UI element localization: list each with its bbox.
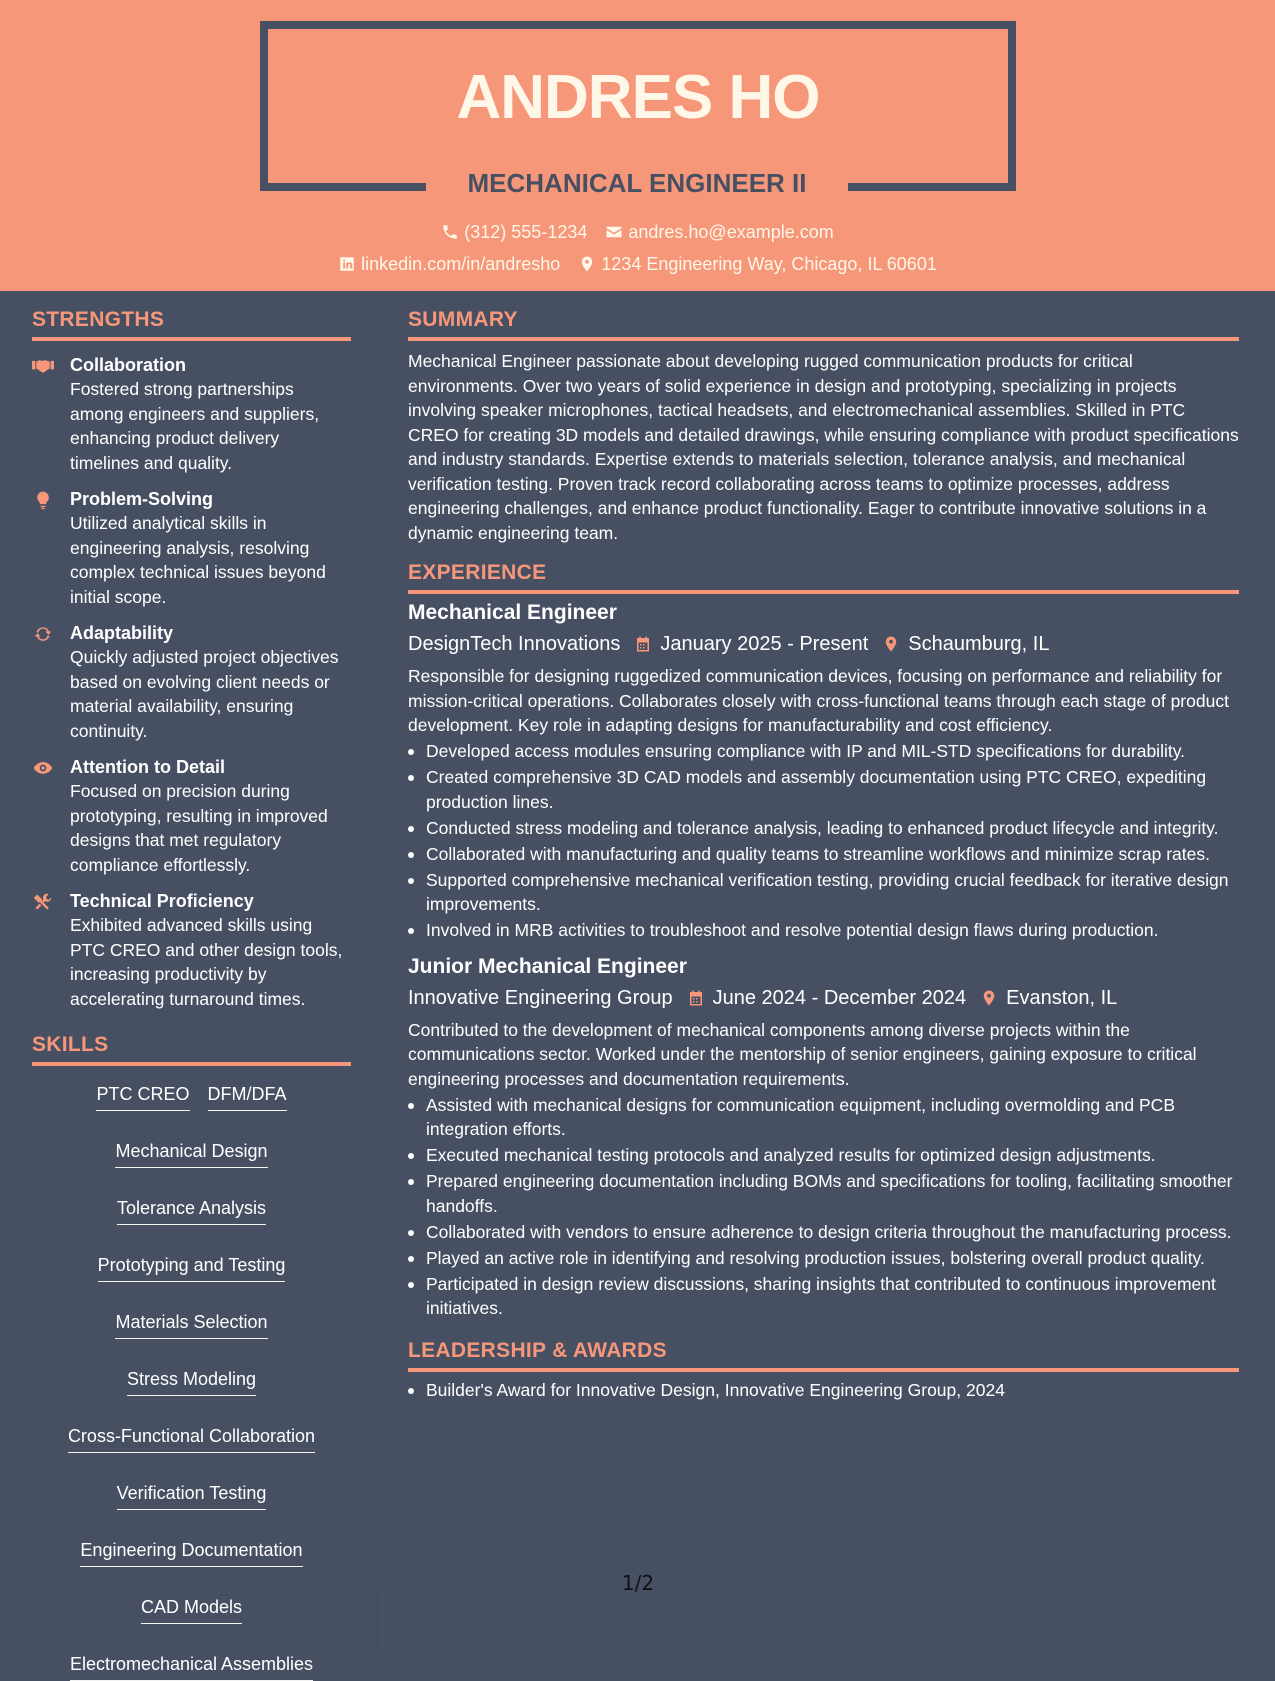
section-divider [32, 337, 351, 341]
contact-row-1 [0, 220, 1275, 244]
handshake-icon [32, 356, 54, 376]
summary-title: SUMMARY [408, 308, 518, 331]
job-company: DesignTech Innovations [408, 633, 621, 655]
address-text: 1234 Engineering Way, Chicago, IL 60601 [601, 254, 937, 274]
job-bullet: Supported comprehensive mechanical verification testing, providing crucial feedback for iterative design improvements. [408, 868, 1239, 917]
candidate-title: MECHANICAL ENGINEER II [467, 168, 807, 198]
job-bullet: Involved in MRB activities to troubleshoot and resolve potential design flaws during production. [408, 918, 1239, 943]
job-bullet: Developed access modules ensuring compliance with IP and MIL-STD specifications for durability. [408, 739, 1239, 764]
job-title: Mechanical Engineer [408, 601, 617, 624]
skill-tag: DFM/DFA [208, 1082, 287, 1111]
skills-title: SKILLS [32, 1033, 109, 1056]
candidate-name: ANDRES HO [456, 63, 820, 132]
page-number: 1/2 [621, 1571, 655, 1595]
strength-item [32, 621, 351, 743]
section-divider [408, 337, 1239, 341]
phone-text: (312) 555-1234 [464, 222, 588, 242]
calendar-icon [634, 634, 652, 654]
strength-title: Collaboration [70, 355, 186, 375]
map-pin-icon [578, 255, 596, 273]
strength-item [32, 487, 351, 609]
skill-tag: PTC CREO [96, 1082, 189, 1111]
contact-email[interactable] [605, 220, 833, 244]
skill-tag: Stress Modeling [127, 1367, 256, 1396]
job-bullet: Collaborated with vendors to ensure adherence to design criteria throughout the manufacturing process. [408, 1220, 1239, 1245]
header [0, 0, 1275, 291]
strengths-title: STRENGTHS [32, 308, 165, 331]
job-meta [408, 630, 1239, 658]
job-dates: January 2025 - Present [660, 633, 869, 655]
tools-icon [32, 892, 54, 912]
summary-text: Mechanical Engineer passionate about developing rugged communication products for critical environments. Over two years of solid experience in design and prototyping, specializing in projects involving speaker microphones, tactical headsets, and electromechanical assemblies. Skilled in PTC CREO for creating 3D models and detailed drawings, while ensuring compliance with product specifications and industry standards. Expertise extends to materials selection, tolerance analysis, and mechanical verification testing. Proven track record collaborating across teams to optimize processes, address engineering challenges, and enhance product functionality. Eager to contribute innovative solutions in a dynamic engineering team. [408, 351, 1239, 543]
skill-tag: Cross-Functional Collaboration [68, 1424, 315, 1453]
email-text: andres.ho@example.com [628, 222, 834, 242]
job-bullet: Assisted with mechanical designs for communication equipment, including overmolding and PCB integration efforts. [408, 1093, 1239, 1142]
eye-icon [32, 758, 54, 778]
leadership-section [408, 1337, 1239, 1403]
skill-tag: Mechanical Design [115, 1139, 267, 1168]
strength-title: Technical Proficiency [70, 891, 254, 911]
calendar-icon [687, 988, 705, 1008]
job-bullet: Prepared engineering documentation including BOMs and specifications for tooling, facilitating smoother handoffs. [408, 1169, 1239, 1218]
section-divider [408, 1368, 1239, 1372]
contact-phone[interactable] [441, 220, 587, 244]
experience-section [408, 559, 1239, 1321]
strength-desc: Exhibited advanced skills using PTC CREO and other design tools, increasing productivity by accelerating turnaround times. [70, 915, 343, 1009]
job-entry [408, 953, 1239, 1321]
right-column [408, 306, 1239, 1402]
strength-desc: Fostered strong partnerships among engineers and suppliers, enhancing product delivery timelines and quality. [70, 379, 320, 473]
contact-address [578, 252, 937, 276]
job-title: Junior Mechanical Engineer [408, 954, 687, 978]
job-bullets [408, 1093, 1239, 1321]
envelope-icon [605, 223, 623, 241]
job-bullet: Collaborated with manufacturing and quality teams to streamline workflows and minimize scrap rates. [408, 842, 1239, 867]
leadership-list [408, 1378, 1239, 1403]
strength-item [32, 755, 351, 877]
skill-tag: Engineering Documentation [80, 1538, 302, 1567]
skill-tag: Electromechanical Assemblies [70, 1652, 313, 1681]
job-location: Evanston, IL [1006, 986, 1118, 1009]
skill-tag: Tolerance Analysis [117, 1196, 266, 1225]
map-pin-icon [980, 988, 998, 1008]
strength-title: Problem-Solving [70, 489, 214, 509]
phone-icon [441, 223, 459, 241]
job-bullet: Created comprehensive 3D CAD models and assembly documentation using PTC CREO, expediting production lines. [408, 765, 1239, 814]
award-item: Builder's Award for Innovative Design, Innovative Engineering Group, 2024 [408, 1378, 1239, 1403]
skill-tag: CAD Models [141, 1595, 242, 1624]
job-description: Contributed to the development of mechanical components among diverse projects within the communications sector. Worked under the mentorship of senior engineers, gaining exposure to critical engineering processes and documentation requirements. [408, 1019, 1197, 1089]
job-location: Schaumburg, IL [908, 633, 1050, 655]
summary-section [408, 306, 1239, 545]
strength-item [32, 889, 351, 1011]
linkedin-text: linkedin.com/in/andresho [361, 254, 561, 274]
job-bullet: Played an active role in identifying and resolving production issues, bolstering overall product quality. [408, 1246, 1239, 1271]
job-bullet: Executed mechanical testing protocols and analyzed results for optimized design adjustments. [408, 1143, 1239, 1168]
section-divider [32, 1062, 351, 1066]
left-column [32, 306, 351, 1681]
skills-section [32, 1031, 351, 1681]
strength-title: Attention to Detail [70, 757, 225, 777]
refresh-icon [32, 624, 54, 644]
leadership-title: LEADERSHIP & AWARDS [408, 1338, 667, 1362]
skill-tag: Materials Selection [115, 1310, 267, 1339]
column-divider [382, 1592, 383, 1650]
job-bullet: Conducted stress modeling and tolerance analysis, leading to enhanced product lifecycle and integrity. [408, 816, 1239, 841]
section-divider [408, 590, 1239, 594]
lightbulb-icon [32, 490, 54, 510]
strength-desc: Quickly adjusted project objectives based on evolving client needs or material availability, ensuring continuity. [70, 647, 339, 741]
linkedin-icon [338, 255, 356, 273]
job-bullet: Participated in design review discussions, sharing insights that contributed to continuous improvement initiatives. [408, 1272, 1239, 1321]
strength-desc: Utilized analytical skills in engineering analysis, resolving complex technical issues beyond initial scope. [70, 513, 326, 607]
job-entry [408, 599, 1239, 943]
job-company: Innovative Engineering Group [408, 986, 673, 1009]
skills-list [32, 1082, 351, 1681]
strength-desc: Focused on precision during prototyping, resulting in improved designs that met regulatory compliance effortlessly. [70, 781, 328, 875]
job-bullets [408, 739, 1239, 943]
skill-tag: Verification Testing [117, 1481, 267, 1510]
strengths-section [32, 306, 351, 1011]
job-description: Responsible for designing ruggedized communication devices, focusing on performance and reliability for mission-critical operations. Collaborates closely with cross-functional teams through each stage of product development. Key role in adapting designs for manufacturability and cost efficiency. [408, 666, 1229, 735]
experience-title: EXPERIENCE [408, 561, 547, 584]
contact-row-2 [0, 252, 1275, 276]
strength-title: Adaptability [70, 623, 174, 643]
job-meta [408, 984, 1239, 1012]
map-pin-icon [882, 634, 900, 654]
job-dates: June 2024 - December 2024 [712, 986, 967, 1009]
contact-linkedin[interactable] [338, 252, 560, 276]
skill-tag: Prototyping and Testing [98, 1253, 286, 1282]
strength-item [32, 353, 351, 475]
